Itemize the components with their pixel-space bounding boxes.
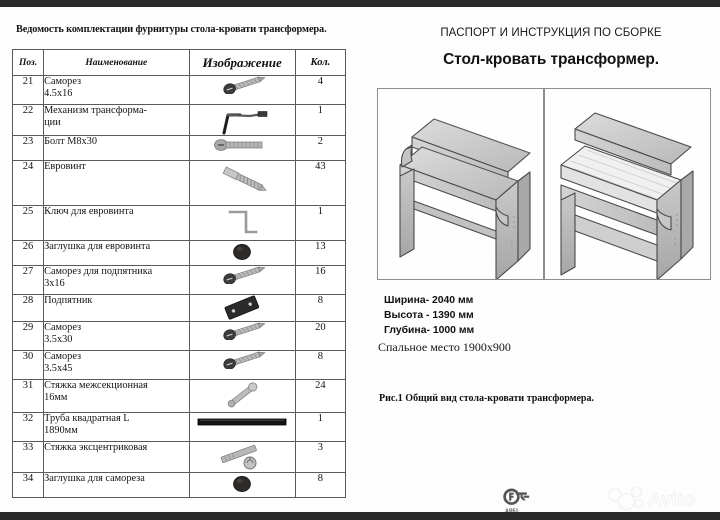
heel-plate-icon [219,295,265,321]
cell-name [44,351,189,380]
euroscrew-icon [211,161,273,195]
table-row [13,266,346,295]
cell-quantity: 13 [295,241,345,266]
dimension-height: Высота - 1390 мм [384,309,474,321]
dimensions-block [384,294,644,338]
screw-icon [214,351,270,369]
name-line-2: 3.5x30 [44,333,73,345]
figures-row [377,88,711,280]
name-line-2: 3x16 [44,277,65,289]
bed-configuration-figure [544,88,711,280]
cell-quantity: 16 [295,266,345,295]
cell-image [189,295,295,322]
name-line-1: Стяжка межсекционная [44,380,148,391]
name-line-1: Саморез [44,76,82,87]
cell-position: 33 [13,442,44,473]
name-line-1: Ключ для евровинта [44,206,134,217]
cell-position: 32 [13,413,44,442]
column-header-quantity: Кол. [295,50,345,76]
bolt-icon [210,137,274,153]
cell-position: 23 [13,136,44,161]
table-row [13,105,346,136]
cell-name [44,105,189,136]
document-title: Стол-кровать трансформер. [443,51,659,68]
name-line-1: Саморез [44,322,82,333]
cell-position: 25 [13,206,44,241]
cap-icon [231,473,253,493]
cell-name [44,442,189,473]
square-tube-icon [196,415,288,429]
mechanism-icon [210,105,274,135]
table-row [13,351,346,380]
table-header-row [13,50,346,76]
table-row [13,76,346,105]
page-bottom-edge [0,512,720,520]
name-line-1: Труба квадратная L [44,413,130,424]
cell-position: 34 [13,473,44,498]
cell-quantity: 43 [295,161,345,206]
page-top-edge [0,0,720,7]
table-row [13,380,346,413]
cell-quantity: 1 [295,413,345,442]
desk-isometric-drawing [378,89,544,279]
screw-icon [214,322,270,340]
cell-image [189,206,295,241]
cell-position: 29 [13,322,44,351]
parts-sheet-title: Ведомость комплектации фурнитуры стола-кровати трансформера. [16,24,327,35]
table-row [13,161,346,206]
cell-name [44,473,189,498]
document-kicker: ПАСПОРТ И ИНСТРУКЦИЯ ПО СБОРКЕ [440,27,662,39]
cell-name [44,413,189,442]
table-row [13,241,346,266]
cell-name [44,161,189,206]
column-header-position: Поз. [13,50,44,76]
cell-name [44,76,189,105]
figure-caption: Рис.1 Общий вид стола-кровати трансформера. [379,393,594,404]
cell-image [189,473,295,498]
table-row [13,295,346,322]
cell-name [44,266,189,295]
parts-table [12,49,346,498]
cell-image [189,351,295,380]
sleeping-place-text: Спальное место 1900x900 [378,340,511,354]
bed-isometric-drawing [545,89,711,279]
parts-list-column [0,7,368,512]
cell-image [189,413,295,442]
table-row [13,442,346,473]
instruction-column [368,7,720,512]
cell-quantity: 8 [295,295,345,322]
name-line-1: Саморез [44,351,82,362]
eccentric-tie-icon [214,442,270,472]
table-row [13,136,346,161]
table-row [13,473,346,498]
name-line-1: Подпятник [44,295,93,306]
cell-position: 24 [13,161,44,206]
cell-image [189,322,295,351]
dimension-width: Ширина- 2040 мм [384,295,474,306]
cell-quantity: 3 [295,442,345,473]
cell-name [44,322,189,351]
cell-quantity: 1 [295,105,345,136]
cell-quantity: 8 [295,473,345,498]
cell-image [189,105,295,136]
cell-position: 26 [13,241,44,266]
table-row [13,413,346,442]
name-line-1: Механизм трансформа- [44,105,147,116]
avito-watermark-icon [606,485,714,513]
hex-key-icon [222,206,262,240]
cell-position: 30 [13,351,44,380]
name-line-1: Евровинт [44,161,86,172]
cell-position: 27 [13,266,44,295]
cell-quantity: 8 [295,351,345,380]
cell-image [189,266,295,295]
cell-position: 22 [13,105,44,136]
name-line-2: 1890мм [44,424,78,436]
name-line-1: Заглушка для самореза [44,473,145,484]
cap-icon [231,241,253,261]
name-line-2: 4.5x16 [44,87,73,99]
name-line-2: 16мм [44,391,68,403]
cell-quantity: 2 [295,136,345,161]
name-line-2: 3.5x45 [44,362,73,374]
cell-position: 21 [13,76,44,105]
cell-image [189,241,295,266]
avito-wordmark: Avito [648,490,695,511]
name-line-1: Болт M8x30 [44,136,97,147]
cell-image [189,136,295,161]
table-row [13,322,346,351]
name-line-1: Саморез для подпятника [44,266,153,277]
cell-quantity: 1 [295,206,345,241]
cell-quantity: 4 [295,76,345,105]
cell-quantity: 20 [295,322,345,351]
name-line-2: ции [44,116,61,128]
cell-image [189,161,295,206]
screw-icon [214,76,270,94]
desk-configuration-figure [377,88,544,280]
cell-name [44,241,189,266]
cell-name [44,295,189,322]
dimension-depth: Глубина- 1000 мм [384,324,475,336]
cell-name [44,136,189,161]
cell-image [189,380,295,413]
table-row [13,206,346,241]
screw-icon [214,266,270,284]
name-line-1: Стяжка эксцентриковая [44,442,148,453]
cell-image [189,442,295,473]
name-line-1: Заглушка для евровинта [44,241,151,252]
cell-name [44,206,189,241]
cell-quantity: 24 [295,380,345,413]
cell-name [44,380,189,413]
tie-rod-icon [222,380,262,412]
cell-image [189,76,295,105]
cell-position: 28 [13,295,44,322]
cell-position: 31 [13,380,44,413]
column-header-image: Изображение [189,50,295,76]
column-header-name: Наименование [44,50,189,76]
